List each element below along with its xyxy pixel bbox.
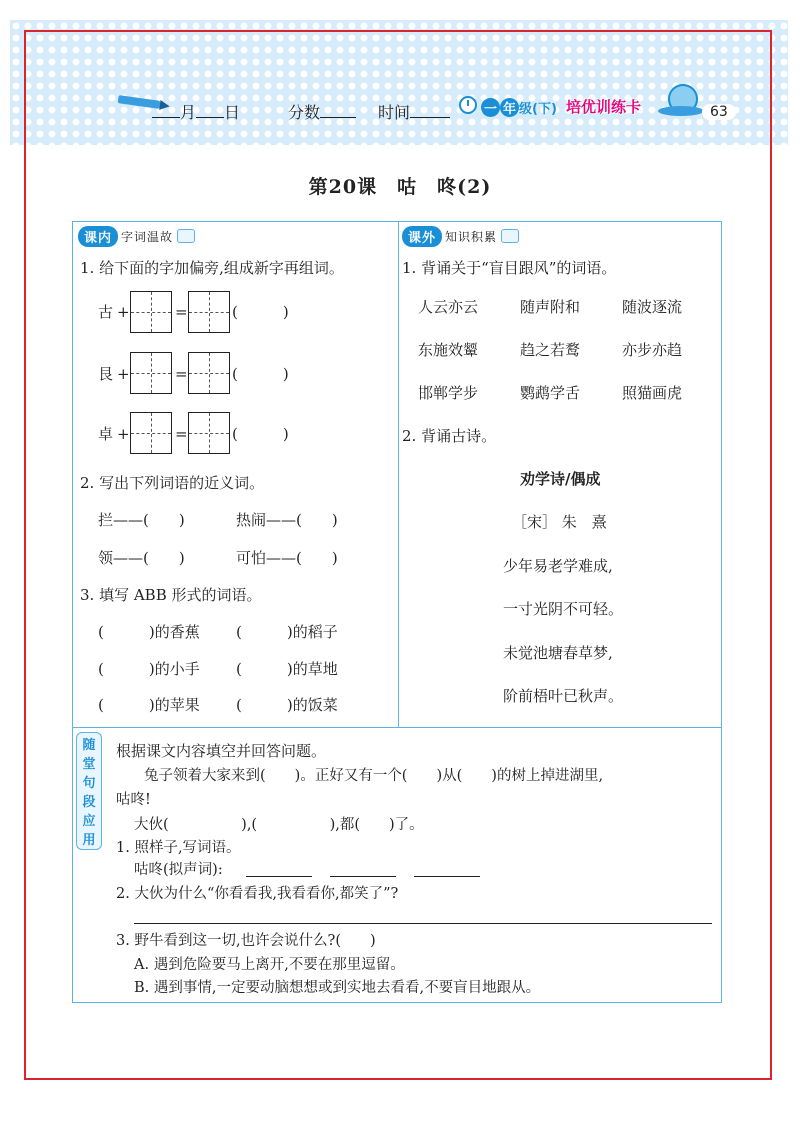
time-field xyxy=(378,100,450,123)
answer-line[interactable] xyxy=(414,876,480,877)
q1-item-answer[interactable]: ( ) xyxy=(232,303,289,321)
abb-item[interactable]: ( )的小手 xyxy=(98,660,200,678)
passage-line[interactable]: 大伙( ),( ),都( )了。 xyxy=(134,817,424,833)
q1-item-answer[interactable]: ( ) xyxy=(232,425,289,443)
poem-line: 未觉池塘春草梦, xyxy=(503,644,613,662)
answer-line[interactable] xyxy=(134,923,712,924)
writing-grid[interactable] xyxy=(188,291,230,333)
right-tag-label: 课外 xyxy=(402,226,442,247)
bottom-section-tag xyxy=(76,732,102,850)
date-field xyxy=(152,100,240,123)
tag-char: 堂 xyxy=(82,757,96,772)
bottom-q2: 2. 大伙为什么“你看看我,我看看你,都笑了”? xyxy=(116,886,399,902)
abb-item[interactable]: ( )的苹果 xyxy=(98,696,200,714)
q1-item-eq: = xyxy=(175,365,188,383)
q1-item-char: 古 xyxy=(98,303,114,321)
answer-line[interactable] xyxy=(330,876,396,877)
poem-title: 劝学诗/偶成 xyxy=(520,470,601,488)
synonym-item[interactable]: 可怕——( ) xyxy=(236,549,338,567)
lesson-title: 第20课 咕 咚(2) xyxy=(308,176,492,198)
bottom-q3[interactable]: 3. 野牛看到这一切,也许会说什么?( ) xyxy=(116,933,376,949)
writing-grid[interactable] xyxy=(130,412,172,454)
abb-item[interactable]: ( )的香蕉 xyxy=(98,623,200,641)
poem-line: 少年易老学难成, xyxy=(503,557,613,575)
right-q2: 2. 背诵古诗。 xyxy=(402,427,497,445)
score-field xyxy=(288,100,356,123)
grade-term: (下) xyxy=(532,102,557,117)
option-b[interactable]: B. 遇到事情,一定要动脑想想或到实地去看看,不要盲目地跟从。 xyxy=(134,980,541,996)
q1-item-plus: + xyxy=(117,425,130,443)
month-label: 月 xyxy=(180,103,197,122)
q1-item-plus: + xyxy=(117,365,130,383)
grade-number: 一 xyxy=(481,98,500,117)
synonym-item[interactable]: 领——( ) xyxy=(98,549,185,567)
page-number: 63 xyxy=(702,104,736,120)
idiom: 趋之若鹜 xyxy=(520,341,581,359)
q1-item-char: 艮 xyxy=(98,365,114,383)
q1-item-char: 卓 xyxy=(98,425,114,443)
bottom-intro: 根据课文内容填空并回答问题。 xyxy=(116,742,327,760)
idiom: 照猫画虎 xyxy=(622,384,683,402)
writing-grid[interactable] xyxy=(188,412,230,454)
tag-char: 句 xyxy=(82,776,96,791)
idiom: 人云亦云 xyxy=(418,298,479,316)
q1-item-plus: + xyxy=(117,303,130,321)
book-icon xyxy=(501,229,519,243)
clock-icon xyxy=(459,96,477,114)
tag-char: 段 xyxy=(82,795,96,810)
score-label: 分数 xyxy=(288,103,321,122)
day-label: 日 xyxy=(224,103,241,122)
bottom-q1-example: 咕咚(拟声词): xyxy=(134,862,223,878)
left-q1: 1. 给下面的字加偏旁,组成新字再组词。 xyxy=(80,259,344,277)
left-q2: 2. 写出下列词语的近义词。 xyxy=(80,474,265,492)
tag-char: 用 xyxy=(82,833,96,848)
q1-item-eq: = xyxy=(175,425,188,443)
left-q3: 3. 填写 ABB 形式的词语。 xyxy=(80,586,262,604)
answer-line[interactable] xyxy=(246,876,312,877)
synonym-item[interactable]: 热闹——( ) xyxy=(236,511,338,529)
right-section-tag xyxy=(402,225,519,247)
passage-line[interactable]: 兔子领着大家来到( )。正好又有一个( )从( )的树上掉进湖里, xyxy=(144,768,604,784)
idiom: 东施效颦 xyxy=(418,341,479,359)
poem-author: ［宋］ 朱 熹 xyxy=(512,513,607,531)
poem-line: 一寸光阴不可轻。 xyxy=(503,600,624,618)
brand-title: 培优训练卡 xyxy=(566,98,642,116)
grade-badge xyxy=(481,98,557,117)
idiom: 亦步亦趋 xyxy=(622,341,683,359)
mascot-icon xyxy=(668,84,698,114)
q1-item-eq: = xyxy=(175,303,188,321)
idiom: 邯郸学步 xyxy=(418,384,479,402)
right-q1: 1. 背诵关于“盲目跟风”的词语。 xyxy=(402,259,617,277)
book-icon xyxy=(177,229,195,243)
option-a[interactable]: A. 遇到危险要马上离开,不要在那里逗留。 xyxy=(134,957,405,973)
tag-char: 应 xyxy=(82,814,96,829)
left-section-tag xyxy=(78,225,195,247)
right-tag-sub: 知识积累 xyxy=(445,229,498,244)
poem-line: 阶前梧叶已秋声。 xyxy=(503,687,624,705)
left-tag-sub: 字词温故 xyxy=(121,229,174,244)
bottom-q1: 1. 照样子,写词语。 xyxy=(116,840,241,856)
writing-grid[interactable] xyxy=(130,291,172,333)
abb-item[interactable]: ( )的草地 xyxy=(236,660,338,678)
synonym-item[interactable]: 拦——( ) xyxy=(98,511,185,529)
time-label: 时间 xyxy=(378,103,411,122)
abb-item[interactable]: ( )的稻子 xyxy=(236,623,338,641)
writing-grid[interactable] xyxy=(188,352,230,394)
tag-char: 随 xyxy=(82,738,96,753)
abb-item[interactable]: ( )的饭菜 xyxy=(236,696,338,714)
grade-level: 级 xyxy=(519,102,533,117)
grade-year: 年 xyxy=(500,98,519,117)
idiom: 随声附和 xyxy=(520,298,581,316)
idiom: 鹦鹉学舌 xyxy=(520,384,581,402)
left-tag-label: 课内 xyxy=(78,226,118,247)
idiom: 随波逐流 xyxy=(622,298,683,316)
passage-line: 咕咚! xyxy=(116,792,151,808)
writing-grid[interactable] xyxy=(130,352,172,394)
q1-item-answer[interactable]: ( ) xyxy=(232,365,289,383)
